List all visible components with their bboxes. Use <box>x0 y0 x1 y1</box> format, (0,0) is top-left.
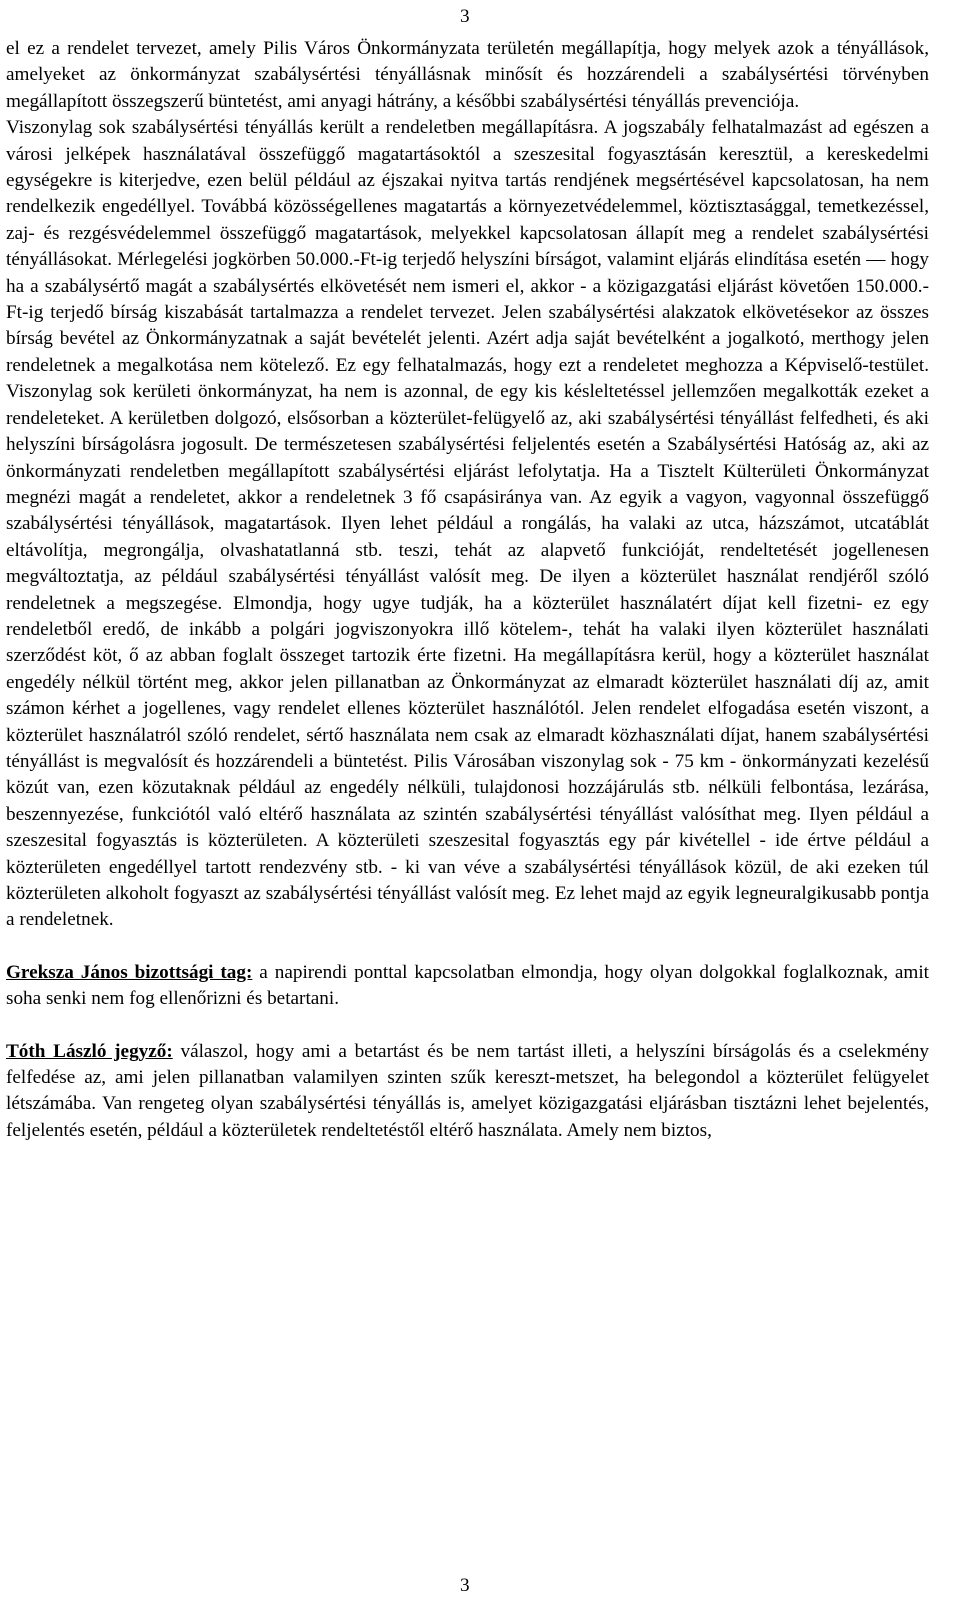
speaker-name: Tóth László jegyző: <box>6 1040 173 1062</box>
speech-text: válaszol, hogy ami a betartást és be nem tartást illeti, a helyszíni bírságolás és a cselekmény felfedése az, ami jelen pillanatban valamilyen szinten szűk kereszt-metszet, ha belegondol a közterület felügyelet létszámába. Van rengeteg olyan szabálysértési tényállás is, amelyet közigazgatási eljárásban tisztázni lehet bejelentés, feljelentés esetén, például a közterületek rendeltetéstől eltérő használata. Amely nem biztos, <box>6 1040 929 1141</box>
document-body <box>6 36 929 1144</box>
paragraph-intro: el ez a rendelet tervezet, amely Pilis Város Önkormányzata területén megállapítja, hogy melyek azok a tényállások, amelyeket az önkormányzat szabálysértési tényállásnak minősít és hozzárendeli a szabálysértési törvényben megállapított összegszerű büntetést, ami anyagi hátrány, a későbbi szabálysértési tényállás prevenciója. <box>6 38 929 112</box>
page-number-bottom: 3 <box>460 1575 470 1596</box>
speech-toth <box>6 1039 929 1145</box>
speech-greksza <box>6 960 929 1013</box>
paragraph-main: Viszonylag sok szabálysértési tényállás került a rendeletben megállapításra. A jogszabály felhatalmazást ad egészen a városi jelképek használatával összefüggő magatartásoktól a szeszesital fogyasztásán keresztül, a kereskedelmi egységekre is kiterjedve, ezen belül például az éjszakai nyitva tartás rendjének megsértésével kapcsolatosan, ha nem rendelkezik engedéllyel. Továbbá közösségellenes magatartás a környezetvédelemmel, köztisztasággal, temetkezéssel, zaj- és rezgésvédelemmel összefüggő magatartások, melyekkel kapcsolatosan állapít meg a rendelet szabálysértési tényállásokat. Mérlegelési jogkörben 50.000.-Ft-ig terjedő helyszíni bírságot, valamint eljárás elindítása esetén — hogy ha a szabálysértő magát a szabálysértés elkövetését nem ismeri el, akkor - a közigazgatási eljárást követően 150.000.-Ft-ig terjedő bírság kiszabását tartalmazza a rendelet tervezet. Jelen szabálysértési alakzatok elkövetésekor az összes bírság bevétel az Önkormányzatnak a saját bevételét jelenti. Azért adja saját bevételként a jogalkotó, merthogy jelen rendeletnek a megalkotása nem kötelező. Ez egy felhatalmazás, hogy ezt a rendeletet meghozza a Képviselő-testület. Viszonylag sok kerületi önkormányzat, ha nem is azonnal, de egy kis késleltetéssel jellemzően megalkották ezeket a rendeleteket. A kerületben dolgozó, elsősorban a közterület-felügyelő az, aki szabálysértési tényállást felfedheti, és aki helyszíni bírságolásra jogosult. De természetesen szabálysértési feljelentés esetén a Szabálysértési Hatóság az, aki az önkormányzati rendeletben megállapított szabálysértési eljárást lefolytatja. Ha a Tisztelt Külterületi Önkormányzat megnézi magát a rendeletet, akkor a rendeletnek 3 fő csapásiránya van. Az egyik a vagyon, vagyonnal összefüggő szabálysértési tényállások, magatartások. Ilyen lehet például a rongálás, ha valaki az utca, házszámot, utcatáblát eltávolítja, megrongálja, olvashatatlanná stb. teszi, tehát az alapvető funkcióját, rendeltetését jogellenesen megváltoztatja, az például szabálysértési tényállást valósít meg. De ilyen a közterület használat rendjéről szóló rendeletnek a megszegése. Elmondja, hogy ugye tudják, ha a közterület használatért díjat kell fizetni- ez egy rendeletből eredő, de inkább a polgári jogviszonyokra illő kötelem-, tehát ha valaki ilyen közterület használati szerződést köt, ő az abban foglalt összeget tartozik érte fizetni. Ha megállapításra kerül, hogy a közterület használat engedély nélkül történt meg, akkor jelen pillanatban az Önkormányzat az elmaradt közterület használati díj az, amit számon kérhet a jogellenes, vagy rendelet ellenes közterület használótól. Jelen rendelet elfogadása esetén viszont, a közterület használatról szóló rendelet, sértő használata nem csak az elmaradt közhasználati díjat, hanem szabálysértési tényállást is megvalósít és hozzárendeli a büntetést. Pilis Városában viszonylag sok - 75 km - önkormányzati kezelésű közút van, ezen közutaknak például az engedély nélküli, tulajdonosi hozzájárulás stb. nélküli felbontása, lezárása, beszennyezése, funkciótól való eltérő használata az szintén szabálysértési tényállást valósíthat meg. Ilyen például a szeszesital fogyasztás is közterületen. A közterületi szeszesital fogyasztás egy pár kivétellel - ide értve például a közterületen engedéllyel tartott rendezvény stb. - ki van véve a szabálysértési tényállások közül, de aki ezeken túl közterületen alkoholt fogyaszt az szabálysértési tényállást valósít meg. Ez lehet majd az egyik legneuralgikusabb pontja a rendeletnek. <box>6 117 929 931</box>
speaker-name: Greksza János bizottsági tag: <box>6 961 253 983</box>
document-page: 3 el ez a rendelet tervezet, amely Pilis Város Önkormányzata területén megállapítja, hogy melyek azok a tényállások, amelyeket az önkormányzat szabálysértési tényállásnak minősít és hozzárendeli a szabálysértési törvényben megállapított összegszerű büntetést, ami anyagi hátrány, a későbbi szabálysértési tényállás prevenciója. Viszonylag sok szabálysértési tényállás került a rendeletben megállapításra. A jogszabály felhatalmazást ad egészen a városi jelképek használatával összefüggő magatartásoktól a szeszesital fogyasztásán keresztül, a kereskedelmi egységekre is kiterjedve, ezen belül például az éjszakai nyitva tartás rendjének megsértésével kapcsolatosan, ha nem rendelkezik engedéllyel. Továbbá közösségellenes magatartás a környezetvédelemmel, köztisztasággal, temetkezéssel, zaj- és rezgésvédelemmel összefüggő magatartások, melyekkel kapcsolatosan állapít meg a rendelet szabálysértési tényállásokat. Mérlegelési jogkörben 50.000.-Ft-ig terjedő helyszíni bírságot, valamint eljárás elindítása esetén — hogy ha a szabálysértő magát a szabálysértés elkövetését nem ismeri el, akkor - a közigazgatási eljárást követően 150.000.-Ft-ig terjedő bírság kiszabását tartalmazza a rendelet tervezet. Jelen szabálysértési alakzatok elkövetésekor az összes bírság bevétel az Önkormányzatnak a saját bevételét jelenti. Azért adja saját bevételként a jogalkotó, merthogy jelen rendeletnek a megalkotása nem kötelező. Ez egy felhatalmazás, hogy ezt a rendeletet meghozza a Képviselő-testület. Viszonylag sok kerületi önkormányzat, ha nem is azonnal, de egy kis késleltetéssel jellemzően megalkották ezeket a rendeleteket. A kerületben dolgozó, elsősorban a közterület-felügyelő az, aki szabálysértési tényállást felfedheti, és aki helyszíni bírságolásra jogosult. De természetesen szabálysértési feljelentés esetén a Szabálysértési Hatóság az, aki az önkormányzati rendeletben megállapított szabálysértési eljárást lefolytatja. Ha a Tisztelt Külterületi Önkormányzat megnézi magát a rendeletet, akkor a rendeletnek 3 fő csapásiránya van. Az egyik a vagyon, vagyonnal összefüggő szabálysértési tényállások, magatartások. Ilyen lehet például a rongálás, ha valaki az utca, házszámot, utcatáblát eltávolítja, megrongálja, olvashatatlanná stb. teszi, tehát az alapvető funkcióját, rendeltetését jogellenesen megváltoztatja, az például szabálysértési tényállást valósít meg. De ilyen a közterület használat rendjéről szóló rendeletnek a megszegése. Elmondja, hogy ugye tudják, ha a közterület használatért díjat kell fizetni- ez egy rendeletből eredő, de inkább a polgári jogviszonyokra illő kötelem-, tehát ha valaki ilyen közterület használati szerződést köt, ő az abban foglalt összeget tartozik érte fizetni. Ha megállapításra kerül, hogy a közterület használat engedély nélkül történt meg, akkor jelen pillanatban az Önkormányzat az elmaradt közterület használati díj az, amit számon kérhet a jogellenes, vagy rendelet ellenes közterület használótól. Jelen rendelet elfogadása esetén viszont, a közterület használatról szóló rendelet, sértő használata nem csak az elmaradt közhasználati díjat, hanem szabálysértési tényállást is megvalósít és hozzárendeli a büntetést. Pilis Városában viszonylag sok - 75 km - önkormányzati kezelésű közút van, ezen közutaknak például az engedély nélküli, tulajdonosi hozzájárulás stb. nélküli felbontása, lezárása, beszennyezése, funkciótól való eltérő használata az szintén szabálysértési tényállást valósíthat meg. Ilyen például a szeszesital fogyasztás is közterületen. A közterületi szeszesital fogyasztás egy pár kivétellel - ide értve például a közterületen engedéllyel tartott rendezvény stb. - ki van véve a szabálysértési tényállások közül, de aki ezeken túl közterületen alkoholt fogyaszt az szabálysértési tényállást valósít meg. Ez lehet majd az egyik legneuralgikusabb pontja a rendeletnek. Greksza János bizottsági tag: a napirendi ponttal kapcsolatban elmondja, hogy olyan dolgokkal foglalkoznak, amit soha senki nem fog ellenőrizni és betartani. Tóth László jegyző: válaszol, hogy ami a betartást és be nem tartást illeti, a helyszíni bírságolás és a cselekmény felfedése az, ami jelen pillanatban valamilyen szinten szűk kereszt-metszet, ha belegondol a közterület felügyelet létszámába. Van rengeteg olyan szabálysértési tényállás is, amelyet közigazgatási eljárásban tisztázni lehet bejelentés, feljelentés esetén, például a közterületek rendeltetéstől eltérő használata. Amely nem biztos, 3 <box>0 0 960 1613</box>
speech-text: a napirendi ponttal kapcsolatban elmondja, hogy olyan dolgokkal foglalkoznak, amit soha senki nem fog ellenőrizni és betartani. <box>6 961 930 1010</box>
